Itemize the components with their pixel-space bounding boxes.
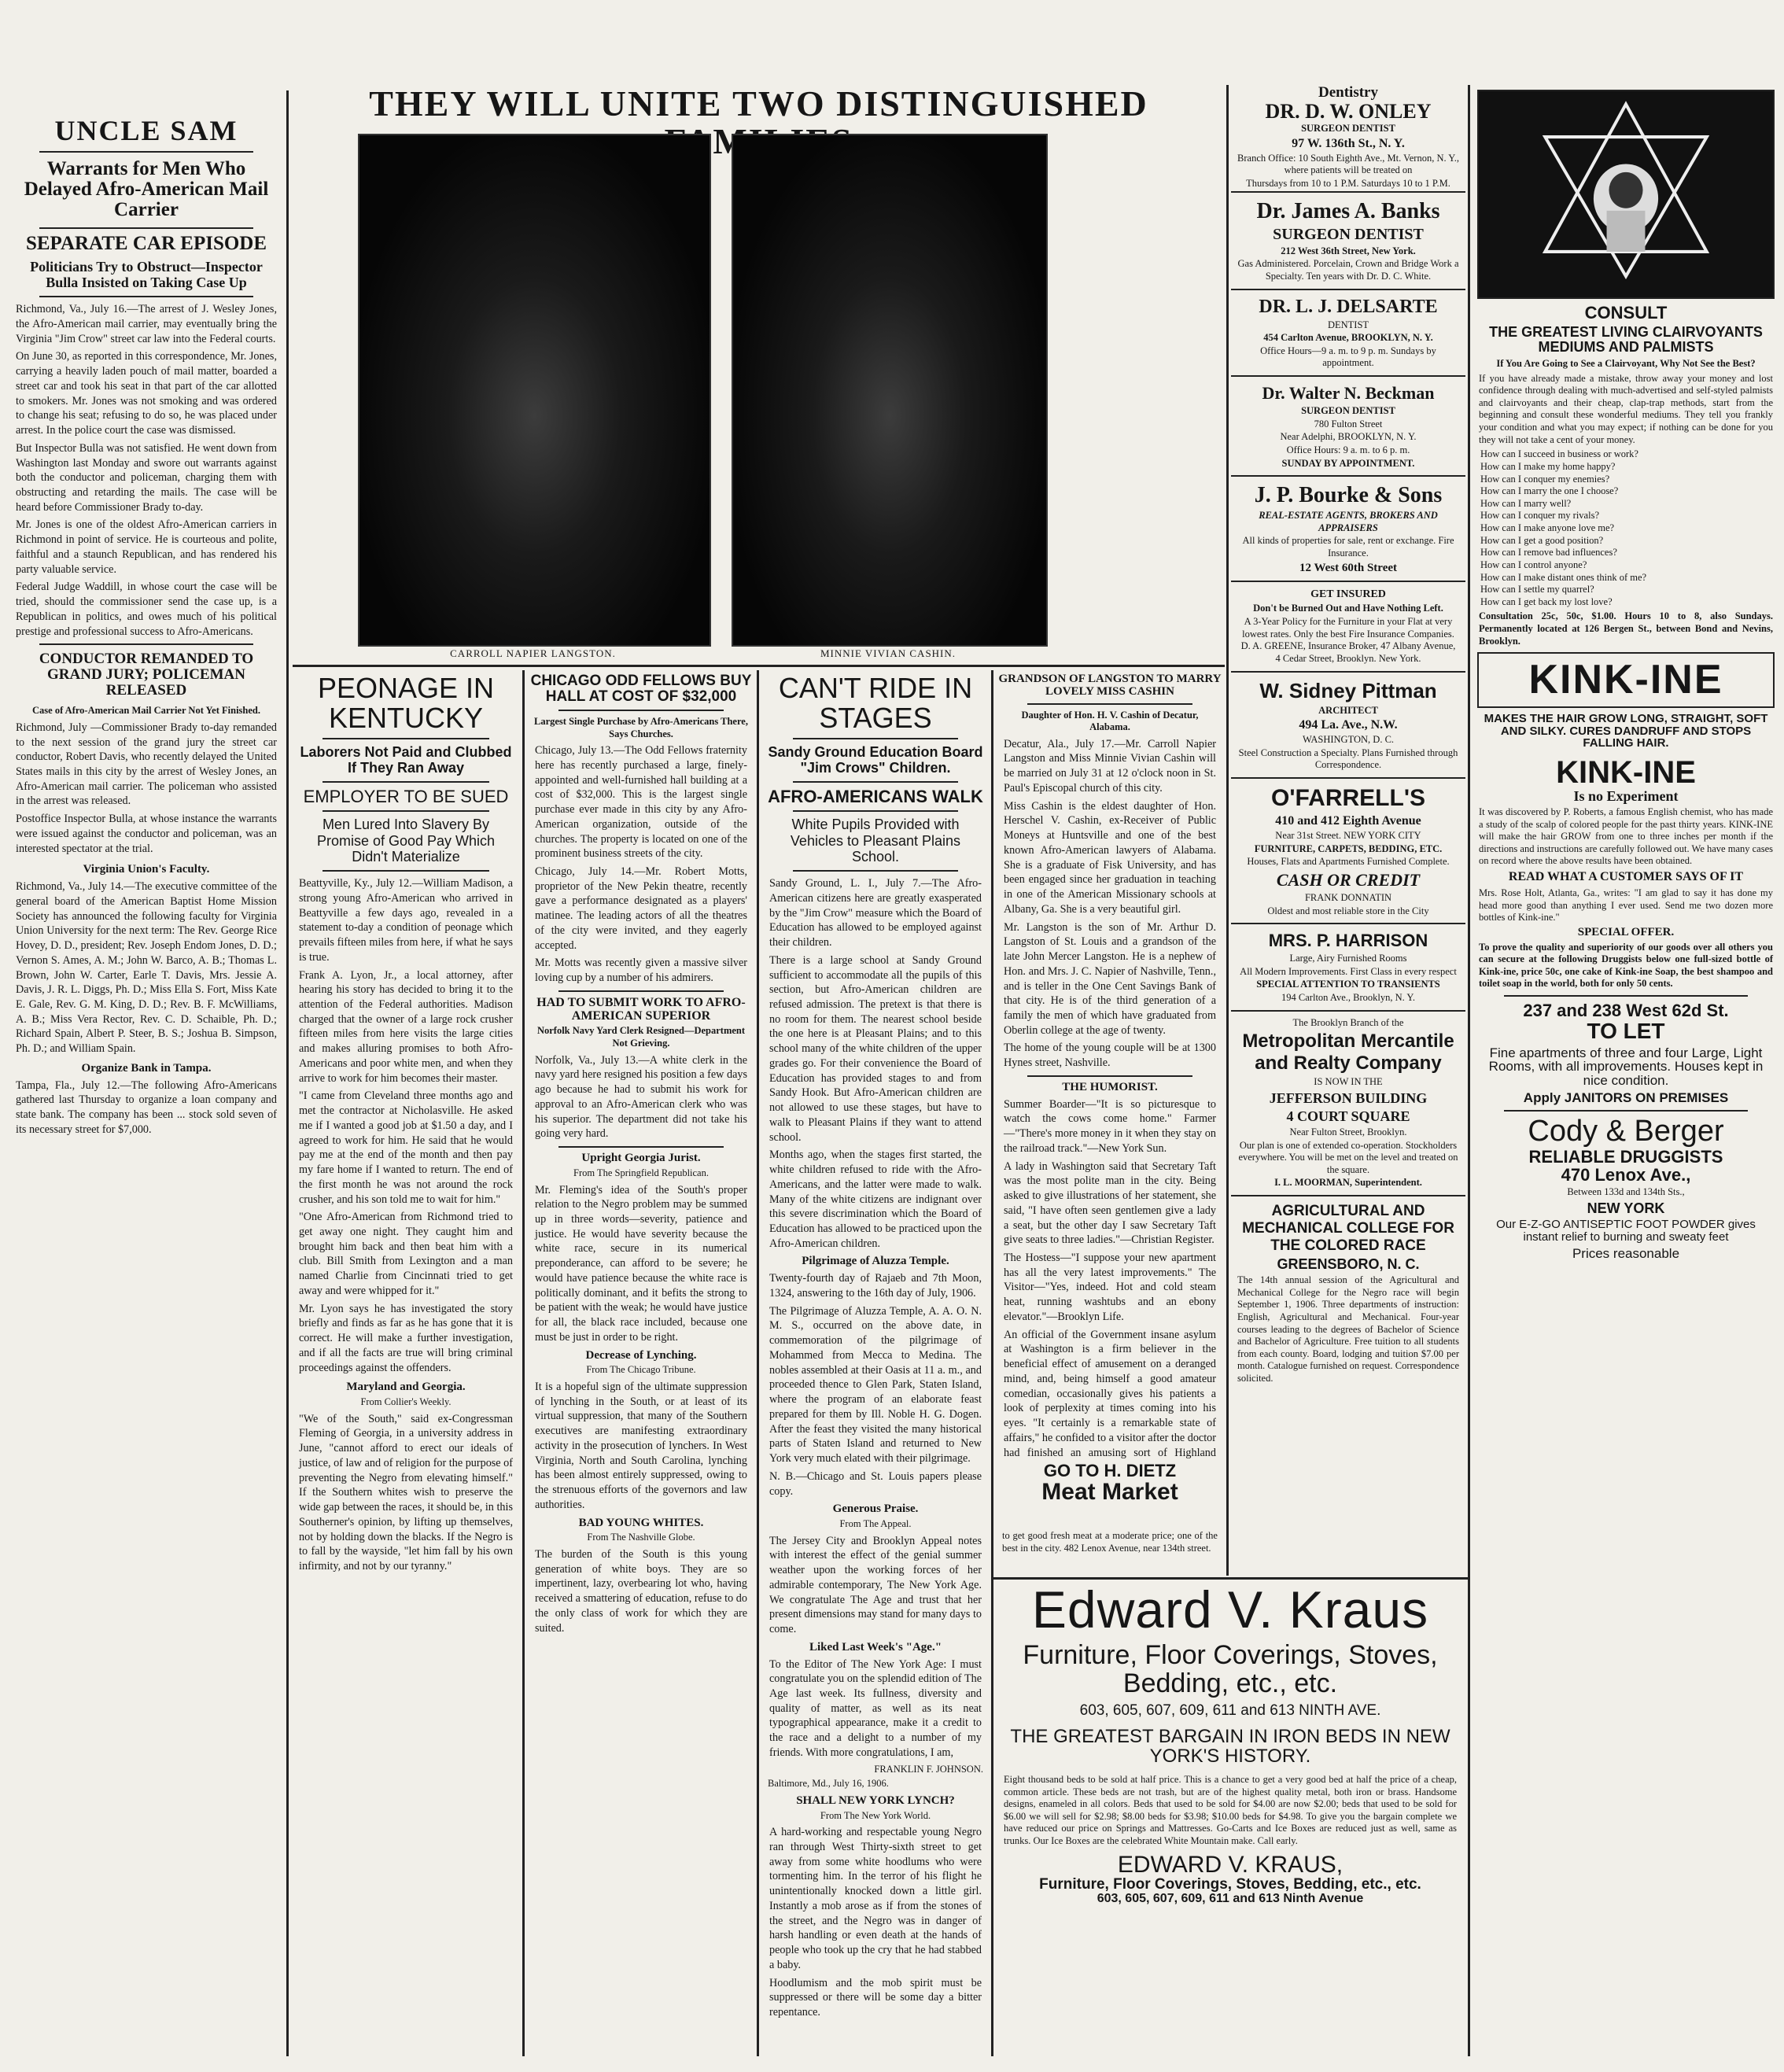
article-paragraph: Frank A. Lyon, Jr., a local attorney, after hearing his story has decided to bring it to the attention of the Federal authorities. Madison charged that the owner of a large rock crusher fifteen miles from here visits the large cities and makes alluring promises to both Afro-Americans and poor white men, and when they arrive to work for him becomes their master. xyxy=(299,968,513,1085)
column-6 xyxy=(1231,85,1465,1576)
ad-beckman xyxy=(1231,375,1465,475)
ad-consult-question: How can I get a good position? xyxy=(1480,534,1604,546)
ad-pittman-l2: WASHINGTON, D. C. xyxy=(1302,734,1395,746)
ad-ofarrell-l6: FRANK DONNATIN xyxy=(1304,891,1392,903)
ad-tolet-l3: Fine apartments of three and four Large, Light Rooms, with all improvements. Houses kept in nice condition. xyxy=(1488,1045,1764,1089)
article-paragraph: The Jersey City and Brooklyn Appeal notes with interest the effect of the genial summer weather upon the working forces of her admirable contemporary, The New York Age. We congratulate The Age and trust that her present dimensions may stand for many days to come. xyxy=(769,1534,982,1636)
column-5 xyxy=(996,670,1224,1461)
ad-dietz xyxy=(996,1462,1224,1505)
letter-signature: FRANKLIN F. JOHNSON. xyxy=(874,1763,983,1775)
ad-cody-l2: 470 Lenox Ave., xyxy=(1561,1164,1691,1185)
dek-mail-carrier: Case of Afro-American Mail Carrier Not Yet Finished. xyxy=(32,705,260,717)
article-paragraph: The Pilgrimage of Aluzza Temple, A. A. O. N. M. S., occurred on the above date, in commemoration of the pilgrimage of Mohammed from Mecca to Medina. The nobles assembled at their Oasis at 11 a. m., and proceeded thence to Glen Park, Staten Island, where the program of an elaborate feast prepared for them by Ill. Noble H. G. Dogen. After the feast they visited the many historical parts of Staten Island and returned to New York very much elated with their pilgrimage. xyxy=(769,1304,982,1466)
column-3 xyxy=(527,670,755,2072)
ad-consult-question: How can I make anyone love me? xyxy=(1480,522,1615,533)
headline-cant-ride: CAN'T RIDE IN STAGES xyxy=(778,672,973,734)
headline-aluzza-temple: Pilgrimage of Aluzza Temple. xyxy=(802,1255,949,1268)
dek-men-lured: Men Lured Into Slavery By Promise of Good Pay Which Didn't Materialize xyxy=(316,817,496,865)
headline-maryland-georgia: Maryland and Georgia. xyxy=(346,1381,466,1394)
subhead-separate-car: SEPARATE CAR EPISODE xyxy=(25,232,267,254)
article-paragraph: Chicago, July 14.—Mr. Robert Motts, proprietor of the New Pekin theatre, recently gave a performance designated as a players' matinee. The leading actors of all the theatres of the city were invited, and they eagerly accepted. xyxy=(535,865,747,952)
ad-bourke-l1: All kinds of properties for sale, rent or exchange. Fire Insurance. xyxy=(1242,535,1454,559)
ad-kinkine-l1: MAKES THE HAIR GROW LONG, STRAIGHT, SOFT AND SILKY. CURES DANDRUFF AND STOPS FALLING HAIR. xyxy=(1484,711,1768,750)
dek-norfolk: Norfolk Navy Yard Clerk Resigned—Department Not Grieving. xyxy=(536,1025,746,1049)
headline-odd-fellows: CHICAGO ODD FELLOWS BUY HALL AT COST OF $32,000 xyxy=(530,673,752,705)
article-paragraph: Mr. Fleming's idea of the South's proper relation to the Negro problem may be summed up in three words—severity, patience and justice. He would have severity because the white race, secure in its numerical preponderance, can afford to be severe; he would have patience because the white race is politically dominant, and it befits the strong to be patient with the weak; he would have justice for all, the black race included, because one must be just in order to be right. xyxy=(535,1183,747,1344)
ad-onley-sub: SURGEON DENTIST xyxy=(1301,123,1395,135)
ad-kinkine-sub: READ WHAT A CUSTOMER SAYS OF IT xyxy=(1508,870,1744,884)
ad-beckman-name: Dr. Walter N. Beckman xyxy=(1262,383,1435,404)
ad-consult-l2: If You Are Going to See a Clairvoyant, Why Not See the Best? xyxy=(1496,357,1756,369)
headline-liked-age: Liked Last Week's "Age." xyxy=(809,1640,942,1654)
article-paragraph: But Inspector Bulla was not satisfied. He went down from Washington last Monday and swore out warrants against both the conductor and policeman, charging them with obstructing and retarding the mails. The case will be heard before Commissioner Brady to-day. xyxy=(16,441,277,514)
ad-kinkine-1 xyxy=(1477,652,1775,708)
ad-onley-name: DR. D. W. ONLEY xyxy=(1265,99,1432,123)
ad-delsarte-l2: Office Hours—9 a. m. to 9 p. m. Sundays by appointment. xyxy=(1260,345,1436,369)
column-2 xyxy=(291,670,521,2072)
ad-consult-question: How can I marry well? xyxy=(1480,497,1572,509)
headline-lynching-decrease: Decrease of Lynching. xyxy=(585,1348,697,1362)
headline-peonage: PEONAGE IN KENTUCKY xyxy=(317,672,495,734)
ad-cody-l1: RELIABLE DRUGGISTS xyxy=(1528,1146,1723,1167)
ad-metropolitan-pre: The Brooklyn Branch of the xyxy=(1292,1016,1404,1028)
article-paragraph: Mr. Langston is the son of Mr. Arthur D. Langston of St. Louis and a grandson of the late John Mercer Langston. He is a nephew of Hon. and Mrs. J. C. Napier of Nashville, Tenn., and is teller in the One Cent Savings Bank of that city. He is of the third generation of a family the men of which have graduated from Oberlin college at the age of twenty. xyxy=(1004,920,1216,1037)
ad-cody-l3: Between 133d and 134th Sts., xyxy=(1567,1185,1685,1197)
article-paragraph: "One Afro-American from Richmond tried to get away one night. They caught him and brought him back and then beat him with a club. Bill Smith from Lexington and a man named Charlie from Cincinnati tried to get away and were whipped for it." xyxy=(299,1211,513,1297)
ad-cody-l6: Prices reasonable xyxy=(1572,1245,1680,1261)
ad-dietz-line2: Meat Market xyxy=(1041,1479,1178,1506)
ad-kinkine-offer-body: To prove the quality and superiority of our goods over all others you can secure at the following Druggists below one full-sized bottle of Kink-ine, price 50c, one cake of Kink-ine Soap, the best shampoo and toilet soap in the world, both for only 50 cents. xyxy=(1479,941,1773,990)
ad-agricultural-college xyxy=(1231,1195,1465,1391)
article-paragraph: To the Editor of The New York Age: I must congratulate you on the splendid edition of The Age last week. Its fullness, diversity and quality of matter, as well as its neat typographical appearance, make it a credit to the race and a delight to a number of my friends. With more congratulations, I am, xyxy=(769,1657,982,1759)
ad-onley-l1: 97 W. 136th St., N. Y. xyxy=(1292,136,1405,150)
ad-kraus-name: Edward V. Kraus xyxy=(1031,1583,1429,1639)
ad-ofarrell xyxy=(1231,777,1465,923)
article-paragraph: Decatur, Ala., July 17.—Mr. Carroll Napier Langston and Miss Minnie Vivian Cashin will be married on July 31 at 12 o'clock noon in St. Paul's Episcopal church of this city. xyxy=(1004,737,1216,795)
source-line: From The New York World. xyxy=(820,1809,931,1821)
headline-grandson-langston: GRANDSON OF LANGSTON TO MARRY LOVELY MISS CASHIN xyxy=(998,673,1222,698)
feature-banner: THEY WILL UNITE TWO DISTINGUISHED xyxy=(369,83,1148,124)
ad-consult-question: How can I conquer my rivals? xyxy=(1480,510,1599,522)
dek-politicians: Politicians Try to Obstruct—Inspector Bulla Insisted on Taking Case Up xyxy=(30,258,263,291)
letter-place: Baltimore, Md., July 16, 1906. xyxy=(768,1778,889,1790)
ad-metropolitan-l3: 4 COURT SQUARE xyxy=(1286,1108,1410,1124)
ad-metropolitan-l1: IS NOW IN THE xyxy=(1314,1076,1383,1088)
article-paragraph: Postoffice Inspector Bulla, at whose instance the warrants were issued against the conductor and policeman, was an interested spectator at the trial. xyxy=(16,813,277,855)
ad-ofarrell-l3: FURNITURE, CARPETS, BEDDING, ETC. xyxy=(1254,842,1443,854)
ad-banks xyxy=(1231,191,1465,289)
ad-harrison xyxy=(1231,923,1465,1010)
headline-conductor-remanded: CONDUCTOR REMANDED TO GRAND JURY; POLICEMAN RELEASED xyxy=(39,651,254,699)
ad-kraus-l2: 603, 605, 607, 609, 611 and 613 NINTH AVE. xyxy=(1079,1701,1381,1719)
ad-kinkine-quote: Mrs. Rose Holt, Atlanta, Ga., writes: "I am glad to say it has done my head more good than anything I ever used. Send me two dozen more bottles of Kink-ine." xyxy=(1479,887,1773,924)
ad-metropolitan-l5: Our plan is one of extended co-operation. Stockholders everywhere. You will be met on the level and treated on the square. xyxy=(1238,1139,1458,1175)
ad-kraus xyxy=(993,1583,1468,2063)
column-rule xyxy=(757,670,759,2056)
column-rule xyxy=(1468,85,1470,2056)
ad-harrison-l1: Large, Airy Furnished Rooms xyxy=(1289,953,1407,964)
ad-college-l2: The 14th annual session of the Agricultural and Mechanical College for the Negro race will begin September 1, 1906. Three departments of instruction: English, Agricultural and Mechanical. Four-year courses leading to the degrees of Bachelor of Science and Bachelor of Agriculture. Free tuition to all students from each county. Board, lodging and tuition $7.00 per month. Catalogue furnished on request. Correspondence solicited. xyxy=(1237,1274,1459,1384)
source-line: From Collier's Weekly. xyxy=(360,1396,452,1408)
ad-kinkine-offer: SPECIAL OFFER. xyxy=(1577,925,1675,938)
ad-metropolitan-l4: Near Fulton Street, Brooklyn. xyxy=(1289,1126,1407,1137)
article-paragraph: Richmond, Va., July 14.—The executive committee of the general board of the American Baptist Home Mission Society has announced the following faculty for Virginia Union University for the next term: The Rev. George Rice Hovey, D. D., president; Rev. Joseph Endom Jones, D. D.; Vernon S. Ames, A. M.; John W. Barco, A. B.; Thomas L. Brown, John W. Carter, Earle T. Davis, Mrs. Jessie A. Davis, J. R. L. Diggs, Ph. D.; Miss Ella S. Fort, Miss Kate E. Gale, Rev. G. M. King, D. D.; Rev. B. F. McWilliams, A. B.; Miss Vera Rector, Rev. C. D. Schaible, Ph. D.; Richard Spain, Albert P. Steer, B. S.; Joshua B. Simpson, Ph. D.; and William Spain. xyxy=(16,880,277,1056)
ad-kraus-l1: Furniture, Floor Coverings, Stoves, Bedding, etc., etc. xyxy=(1023,1640,1438,1698)
ad-pittman xyxy=(1231,671,1465,778)
ad-pittman-sub: ARCHITECT xyxy=(1318,704,1378,716)
source-line: From The Nashville Globe. xyxy=(587,1532,695,1543)
article-paragraph: It is a hopeful sign of the ultimate suppression of lynching in the South, or at least of its virtual suppression, that many of the Southern executives are manifesting extraordinary activity in the prosecution of lynchers. In West Virginia, North and South Carolina, lynching has been almost entirely suppressed, owing to the strenuous efforts of the governors and law authorities. xyxy=(535,1380,747,1511)
ad-beckman-l2: Near Adelphi, BROOKLYN, N. Y. xyxy=(1280,431,1417,443)
ad-kraus-top-rule xyxy=(993,1577,1468,1580)
ad-dietz-line1: GO TO H. DIETZ xyxy=(1043,1461,1177,1480)
ad-onley-l3: Thursdays from 10 to 1 P.M. Saturdays 10 to 1 P.M. xyxy=(1246,178,1450,190)
ad-bourke-l2: 12 West 60th Street xyxy=(1299,561,1397,574)
article-paragraph: Richmond, Va., July 16.—The arrest of J. Wesley Jones, the Afro-American mail carrier, may eventually bring the Virginia "Jim Crow" street car law into the Federal courts. xyxy=(16,303,277,345)
ad-metropolitan-name: Metropolitan Mercantile and Realty Company xyxy=(1242,1030,1454,1075)
ad-consult-body: If you have already made a mistake, throw away your money and lost confidence through dealing with much-advertised and self-styled palmists and clairvoyants and their cheap, clap-trap methods, start from the beginning and consult these wonderful mediums. They tell you frankly your condition and what you may expect; if nothing can be done for you they will not take a cent of your money. xyxy=(1479,372,1773,445)
ad-tolet-l1: 237 and 238 West 62d St. xyxy=(1523,1001,1729,1021)
article-paragraph: Hoodlumism and the mob spirit must be suppressed or there will be some day a bitter repentance. xyxy=(769,1976,982,2019)
ad-kinkine-2-name: KINK-INE xyxy=(1556,755,1696,791)
ad-kraus-foot1: EDWARD V. KRAUS, xyxy=(1117,1851,1344,1878)
ad-kinkine-2-l1: Is no Experiment xyxy=(1573,788,1679,805)
column-rule xyxy=(286,90,289,2056)
ad-banks-l2: Gas Administered. Porcelain, Crown and Bridge Work a Specialty. Ten years with Dr. D. C. White. xyxy=(1237,258,1459,282)
headline-humorist: THE HUMORIST. xyxy=(1062,1080,1158,1093)
headline-bad-young-whites: BAD YOUNG WHITES. xyxy=(578,1516,704,1529)
column-rule xyxy=(1226,85,1229,1576)
article-paragraph: Norfolk, Va., July 13.—A white clerk in the navy yard here resigned his position a few days ago because he had to submit his work for approval to an Afro-American clerk who was his superior. The department did not take his going very hard. xyxy=(535,1053,747,1141)
dek-sandy-ground: Sandy Ground Education Board "Jim Crows" Children. xyxy=(768,743,983,776)
article-paragraph: Miss Cashin is the eldest daughter of Hon. Herschel V. Cashin, ex-Receiver of Public Moneys at Huntsville and one of the best known Afro-American lawyers of Alabama. She is a graduate of Fisk University, and has been engaged since her graduation in teaching in one of the American Missionary schools at Albany, Ga. She is a very beautiful girl. xyxy=(1004,799,1216,916)
ad-insurance-body: A 3-Year Policy for the Furniture in your Flat at very lowest rates. Only the best Fire Insurance Companies. D. A. GREENE, Insurance Broker, 47 Albany Avenue, 4 Cedar Street, Brooklyn. New York. xyxy=(1240,616,1456,664)
ad-consult-questions xyxy=(1480,448,1771,608)
headline-shall-ny-lynch: SHALL NEW YORK LYNCH? xyxy=(796,1794,955,1807)
ad-dietz-body-wrap xyxy=(996,1528,1224,1557)
ad-cody-l4: NEW YORK xyxy=(1587,1200,1665,1216)
dek-white-pupils: White Pupils Provided with Vehicles to Pleasant Plains School. xyxy=(790,817,961,865)
ad-metropolitan-l6: I. L. MOORMAN, Superintendent. xyxy=(1274,1177,1422,1189)
ad-beckman-l4: SUNDAY BY APPOINTMENT. xyxy=(1281,457,1415,469)
ad-college-name: AGRICULTURAL AND MECHANICAL COLLEGE FOR THE COLORED RACE xyxy=(1242,1203,1454,1255)
ad-metropolitan-l2: JEFFERSON BUILDING xyxy=(1269,1089,1428,1106)
dek-largest-purchase: Largest Single Purchase by Afro-Americans There, Says Churches. xyxy=(534,715,748,739)
article-paragraph: A hard-working and respectable young Negro ran through West Thirty-sixth street to get away from some white hoodlums who were tormenting him. In the terror of his flight he unintentionally knocked down a little girl. Instantly a mob arose as if from the stones of the street, and the Negro was in danger of harsh handling or even death at the hands of people who took up the cry that he had stabbed a baby. xyxy=(769,1826,982,1971)
portrait-photo-left xyxy=(358,134,711,647)
ad-consult-question: How can I get back my lost love? xyxy=(1480,595,1613,607)
ad-metropolitan xyxy=(1231,1010,1465,1195)
ad-consult-question: How can I marry the one I choose? xyxy=(1480,485,1619,497)
article-paragraph: Summer Boarder—"It is so picturesque to watch the cows come home." Farmer—"There's more money in it when they stay on the railroad track."—New York Sun. xyxy=(1004,1097,1216,1155)
column-7 xyxy=(1473,85,1779,2072)
subhead-employer-sued: EMPLOYER TO BE SUED xyxy=(303,786,509,806)
ad-consult-question: How can I make my home happy? xyxy=(1480,460,1616,472)
article-paragraph: Federal Judge Waddill, in whose court the case will be tried, should the commissioner send the case up, is a Republican in politics, and owes much of his political prestige and professional success to Afro-Americans. xyxy=(16,581,277,638)
article-paragraph: Beattyville, Ky., July 12.—William Madison, a strong young Afro-American who arrived in Beattyville a few days ago, revealed in a statement to-day a condition of peonage which prevails fifteen miles from here, if what he says is true. xyxy=(299,877,513,964)
ad-harrison-l3: SPECIAL ATTENTION TO TRANSIENTS xyxy=(1256,979,1440,990)
article-paragraph: On June 30, as reported in this correspondence, Mr. Jones, carrying a heavily laden pouch of mail matter, boarded a street car and took his seat in that part of the car allotted to smokers. Mr. Jones was not smoking and was ordered to change his seat; refusing to do so, he was placed under arrest. In the police court the case was dismissed. xyxy=(16,350,277,437)
clairvoyant-emblem-icon xyxy=(1484,96,1768,293)
ad-pittman-l3: Steel Construction a Specialty. Plans Furnished through Correspondence. xyxy=(1238,747,1458,771)
ad-dietz-body: to get good fresh meat at a moderate price; one of the best in the city. 482 Lenox Avenue, near 134th street. xyxy=(1002,1530,1218,1554)
article-paragraph: Mr. Lyon says he has investigated the story briefly and finds as far as he has gone that it is correct. He will make a further investigation, and if all the facts are true will bring criminal proceedings against the offenders. xyxy=(299,1302,513,1374)
subhead-afro-americans-walk: AFRO-AMERICANS WALK xyxy=(768,786,983,806)
ad-pittman-name: W. Sidney Pittman xyxy=(1259,678,1437,702)
article-paragraph: Sandy Ground, L. I., July 7.—The Afro-American citizens here are greatly exasperated by the "Jim Crow" measure which the Board of Education has allowed to be employed against their children. xyxy=(769,877,982,949)
headline-tampa-bank: Organize Bank in Tampa. xyxy=(81,1061,212,1075)
article-paragraph: N. B.—Chicago and St. Louis papers please copy. xyxy=(769,1469,982,1498)
ad-insurance xyxy=(1231,581,1465,670)
ad-insurance-sub: Don't be Burned Out and Have Nothing Left. xyxy=(1253,603,1443,614)
ad-delsarte-l1: 454 Carlton Avenue, BROOKLYN, N. Y. xyxy=(1263,332,1433,344)
feature-bottom-rule xyxy=(293,665,1225,667)
ad-harrison-l2: All Modern Improvements. First Class in every respect xyxy=(1240,965,1457,977)
ad-beckman-l1: 780 Fulton Street xyxy=(1314,418,1383,430)
ad-tolet-l2: TO LET xyxy=(1587,1019,1665,1044)
source-line: From The Appeal. xyxy=(839,1518,912,1529)
ad-kraus-foot2: Furniture, Floor Coverings, Stoves, Bedding, etc., etc. xyxy=(1039,1876,1421,1893)
article-paragraph: Richmond, July —Commissioner Brady to-day remanded to the next session of the grand jury the street car conductor, Robert Davis, who recently delayed the United States mails in this city by the arrest of Wesley Jones, an Afro-American mail carrier. The policeman who assisted in the arrest was released. xyxy=(16,721,277,808)
ad-consult-question: How can I succeed in business or work? xyxy=(1480,448,1638,460)
ad-banks-sub: SURGEON DENTIST xyxy=(1273,225,1424,243)
ad-cody-name: Cody & Berger xyxy=(1528,1114,1724,1148)
caption-left: CARROLL NAPIER LANGSTON. xyxy=(450,647,616,659)
ad-consult-question: How can I settle my quarrel? xyxy=(1480,584,1594,595)
ad-onley-title: Dentistry xyxy=(1318,85,1378,101)
ad-consult-question: How can I remove bad influences? xyxy=(1480,547,1617,559)
article-paragraph: Twenty-fourth day of Rajaeb and 7th Moon, 1324, answering to the 16th day of July, 1906. xyxy=(769,1272,982,1300)
headline-generous-praise: Generous Praise. xyxy=(832,1502,919,1516)
ad-consult-question: How can I conquer my enemies? xyxy=(1480,473,1610,485)
ad-kraus-l3: THE GREATEST BARGAIN IN IRON BEDS IN NEW YORK'S HISTORY. xyxy=(1010,1725,1450,1767)
ad-beckman-sub: SURGEON DENTIST xyxy=(1301,405,1395,417)
ad-ofarrell-l4: Houses, Flats and Apartments Furnished Complete. xyxy=(1247,856,1450,868)
ad-cody-l5: Our E-Z-GO ANTISEPTIC FOOT POWDER gives instant relief to burning and sweaty feet xyxy=(1496,1218,1756,1244)
source-line: From The Springfield Republican. xyxy=(573,1167,709,1178)
article-paragraph: The home of the young couple will be at 1300 Hynes street, Nashville. xyxy=(1004,1042,1216,1070)
ad-bourke-sub: REAL-ESTATE AGENTS, BROKERS AND APPRAISERS xyxy=(1259,510,1438,533)
ad-consult-question: How can I make distant ones think of me? xyxy=(1480,571,1647,583)
ad-ofarrell-l2: Near 31st Street. NEW YORK CITY xyxy=(1275,830,1421,842)
ad-ofarrell-name: O'FARRELL'S xyxy=(1271,785,1425,812)
ad-bourke xyxy=(1231,475,1465,581)
ad-bourke-name: J. P. Bourke & Sons xyxy=(1254,483,1443,508)
article-paragraph: Mr. Motts was recently given a massive silver loving cup by a number of his admirers. xyxy=(535,957,747,985)
ad-kraus-body: Eight thousand beds to be sold at half price. This is a chance to get a very good bed at half the price of a cheap, common article. These beds are not trash, but are of the highest quality metal, both iron or brass. Handsome designs, enameled in all colors. Beds that used to be sold for $4.00 are now $2.00; beds that used to be sold for $6.00 we will sell for $2.98; $8.00 beds for $3.98; $10.00 beds for $4.98. To give you the bargain complete we have reduced our price on Springs and Mattresses. Go-Carts and Ice Boxes are reduced just as well, same as trunks. Our Ice Boxes are the celebrated White Mountain make. Call early. xyxy=(1004,1773,1457,1847)
article-paragraph: There is a large school at Sandy Ground sufficient to accommodate all the pupils of this section, but Afro-American children are refused admission. The pretext is that there is no room for them. The nearest school beside the one here is at Pleasant Plains; and to this school many of the white children of the upper grades go. For their convenience the Board of Education has provided stages to and from Sandy Hook. But Afro-American children are not allowed to use these stages, but have to walk to Pleasant Plains if they want to attend school. xyxy=(769,953,982,1144)
ad-consult-question: How can I control anyone? xyxy=(1480,559,1587,570)
ad-kinkine-body: It was discovered by P. Roberts, a famous English chemist, who has made a study of the scalp of colored people for the past thirty years. KINK-INE will make the hair GROW from one to three inches per month if the directions and instructions are carefully followed out. We have many cases on record where the above results have been obtained. xyxy=(1479,806,1773,867)
article-paragraph: "I came from Cleveland three months ago and met the contractor at Nicholasville. He asked me if I wanted a good job at $1.50 a day, and I agreed to work for him. He said that he would pay me at the end of the month and then pay my fare home if I wanted to return. The end of the first month he was not around the rock crusher, and his son told me to wait for him." xyxy=(299,1089,513,1206)
article-paragraph: The burden of the South is this young generation of white boys. They are so impertinent, lazy, overbearing lot who, having received a smattering of education, refuse to do the only class of work for which they are suited. xyxy=(535,1547,747,1635)
ad-tolet-l4: Apply JANITORS ON PREMISES xyxy=(1523,1090,1729,1106)
ad-onley-l2: Branch Office: 10 South Eighth Ave., Mt. Vernon, N. Y., where patients will be treated on xyxy=(1237,152,1459,176)
ad-onley xyxy=(1231,85,1465,190)
article-paragraph: An official of the Government insane asylum at Washington is a firm believer in the beneficial effect of amusement on a deranged mind, and, being himself a good amateur comedian, occasionally gives his patients a look of perplexity at times coming into his eyes. "It certainly is a remarkable state of affairs," he confided to a visitor after the doctor had finished an amusing sort of Highland xyxy=(1004,1328,1216,1459)
ad-delsarte-sub: DENTIST xyxy=(1327,319,1369,330)
headline-virginia-union: Virginia Union's Faculty. xyxy=(83,863,210,876)
ad-beckman-l3: Office Hours: 9 a. m. to 6 p. m. xyxy=(1286,444,1410,455)
ad-delsarte xyxy=(1231,289,1465,376)
ad-banks-name: Dr. James A. Banks xyxy=(1256,198,1440,223)
ad-ofarrell-l5: CASH OR CREDIT xyxy=(1276,869,1421,890)
ad-consult-foot: Consultation 25c, 50c, $1.00. Hours 10 to 8, also Sundays. Permanently located at 126 Bergen St., between Bond and Nevins, Brooklyn. xyxy=(1479,610,1773,647)
ad-delsarte-name: DR. L. J. DELSARTE xyxy=(1259,296,1438,317)
dek-daughter-cashin: Daughter of Hon. H. V. Cashin of Decatur, Alabama. xyxy=(1021,709,1199,733)
ad-pittman-l1: 494 La. Ave., N.W. xyxy=(1299,718,1398,732)
ad-kinkine-name: KINK-INE xyxy=(1528,657,1723,703)
ad-kraus-foot3: 603, 605, 607, 609, 611 and 613 Ninth Avenue xyxy=(1097,1892,1364,1906)
headline-submit-work: HAD TO SUBMIT WORK TO AFRO-AMERICAN SUPERIOR xyxy=(536,995,746,1023)
dek-laborers: Laborers Not Paid and Clubbed If They Ran Away xyxy=(300,743,512,776)
masthead-fragment: UNCLE SAM xyxy=(54,115,238,146)
source-line: From The Chicago Tribune. xyxy=(586,1364,696,1376)
article-paragraph: Months ago, when the stages first started, the white children refused to ride with the Afro-Americans, and the latter were made to walk. Many of the white citizens are indignant over this severe discrimination which the Board of Education has allowed to be practiced upon the Afro-American children. xyxy=(769,1148,982,1250)
ad-consult-head: CONSULT xyxy=(1584,303,1668,323)
ad-harrison-name: MRS. P. HARRISON xyxy=(1268,931,1428,951)
column-rule xyxy=(522,670,525,2056)
article-paragraph: "We of the South," said ex-Congressman Fleming of Georgia, in a university address in June, "cannot afford to erect our ideals of justice, of law and of religion for the purpose of preventing the Negro from elevating himself." If the Southern whites wish to preserve the wide gap between the races, it should be, in this Southerner's opinion, by lifting up themselves, not by holding down the blacks. If the Negro is to fall by the wayside, "let him fall by his own infirmity, and not by our tyranny." xyxy=(299,1412,513,1573)
article-paragraph: A lady in Washington said that Secretary Taft was the most polite man in the city. Being asked to give illustrations of her statement, she said, "I have often seen gentlemen give a lady a seat, but the other day I saw Secretary Taft give seats to three ladies."—Christian Register. xyxy=(1004,1160,1216,1247)
ad-consult-l1: THE GREATEST LIVING CLAIRVOYANTS MEDIUMS AND PALMISTS xyxy=(1489,324,1763,355)
ad-banks-l1: 212 West 36th Street, New York. xyxy=(1281,245,1416,256)
clairvoyant-illustration xyxy=(1477,90,1775,299)
column-1 xyxy=(8,0,285,2072)
ad-college-l1: GREENSBORO, N. C. xyxy=(1277,1256,1420,1273)
ad-harrison-l4: 194 Carlton Ave., Brooklyn, N. Y. xyxy=(1281,992,1415,1004)
article-paragraph: Chicago, July 13.—The Odd Fellows fraternity here has recently purchased a large, finely-appointed and well-furnished hall building at a cost of $32,000. This is the largest single purchase ever made in this city by any Afro-American organization, outside of the churches. The property is located on one of the prominent business streets of the city. xyxy=(535,744,747,861)
ad-ofarrell-l7: Oldest and most reliable store in the City xyxy=(1267,905,1429,916)
portrait-photo-right xyxy=(732,134,1048,647)
column-4 xyxy=(761,670,990,2072)
headline-uncle-sam: Warrants for Men Who Delayed Afro-American Mail Carrier xyxy=(24,157,269,221)
caption-right: MINNIE VIVIAN CASHIN. xyxy=(820,647,957,659)
ad-insurance-head: GET INSURED xyxy=(1310,588,1386,601)
article-paragraph: Tampa, Fla., July 12.—The following Afro-Americans gathered last Thursday to organize a loan company and state bank. The company has been ... stock sold seven of its necessary street for $7,000. xyxy=(16,1078,277,1136)
ad-ofarrell-l1: 410 and 412 Eighth Avenue xyxy=(1275,814,1421,828)
article-paragraph: Mr. Jones is one of the oldest Afro-American carriers in Richmond in point of service. He is courteous and polite, faithful and a staunch Republican, and has rendered his party valuable service. xyxy=(16,518,277,576)
headline-georgia-jurist: Upright Georgia Jurist. xyxy=(581,1152,701,1165)
article-paragraph: The Hostess—"I suppose your new apartment has all the very latest improvements." The Visitor—"Yes, indeed. Hot and cold steam heat, running washtubs and an ebony elevator."—Brooklyn Life. xyxy=(1004,1252,1216,1323)
